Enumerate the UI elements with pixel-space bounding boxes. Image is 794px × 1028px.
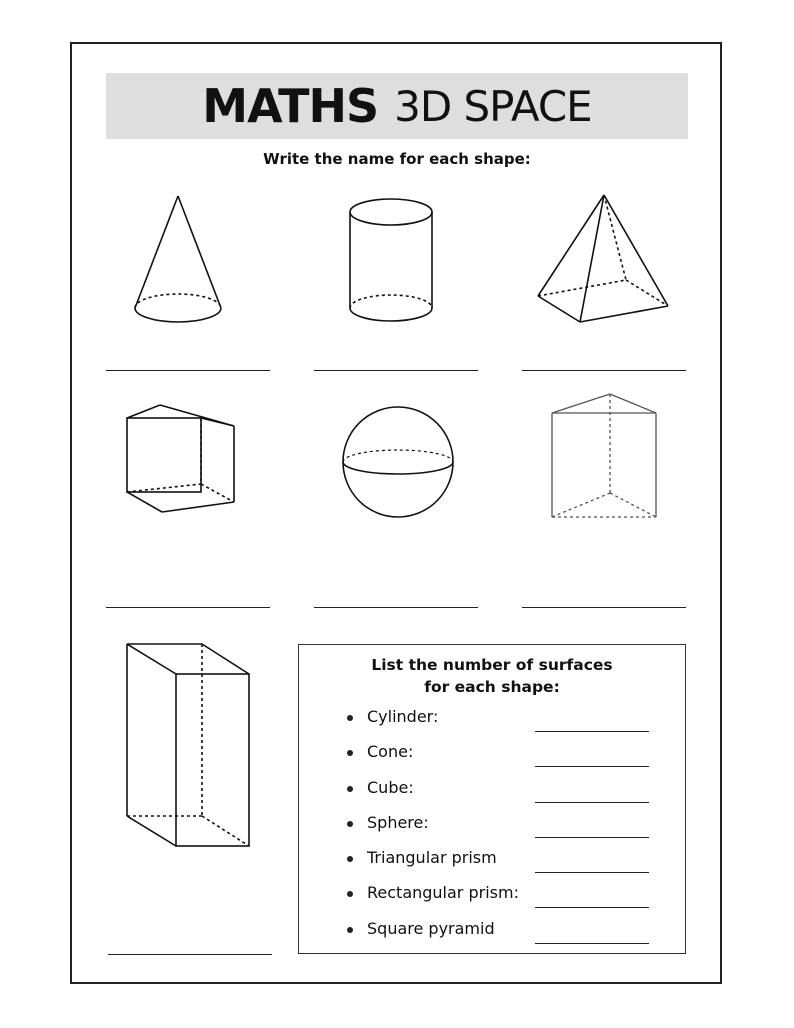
name-instruction: Write the name for each shape: — [263, 150, 531, 168]
surfaces-title-line1: List the number of surfaces — [371, 656, 613, 674]
title-band — [106, 73, 688, 139]
list-item — [347, 778, 657, 813]
rectangular-prism-shape — [124, 640, 254, 852]
list-item-label: Square pyramid — [367, 918, 495, 938]
sphere-shape — [340, 404, 460, 524]
list-item — [347, 813, 657, 848]
title-light-text: 3D SPACE — [394, 81, 592, 131]
bullet-icon — [347, 927, 353, 933]
list-item — [347, 919, 657, 954]
answer-line-sphere[interactable] — [314, 607, 478, 608]
surfaces-list — [347, 707, 657, 954]
bullet-icon — [347, 786, 353, 792]
answer-blank[interactable] — [535, 907, 649, 908]
answer-blank[interactable] — [535, 837, 649, 838]
list-item — [347, 848, 657, 883]
list-item — [347, 883, 657, 918]
answer-line-cylinder[interactable] — [314, 370, 478, 371]
bullet-icon — [347, 856, 353, 862]
triangular-prism-shape — [548, 392, 660, 522]
answer-line-rectangular-prism[interactable] — [108, 954, 272, 955]
list-item-label: Cone: — [367, 742, 414, 762]
title-bold-text: MATHS — [202, 79, 379, 133]
list-item-label: Triangular prism — [367, 848, 497, 868]
answer-blank[interactable] — [535, 802, 649, 803]
bullet-icon — [347, 750, 353, 756]
answer-blank[interactable] — [535, 943, 649, 944]
bullet-icon — [347, 891, 353, 897]
cube-shape — [124, 402, 240, 518]
list-item-label: Cylinder: — [367, 707, 439, 726]
cylinder-shape — [346, 190, 438, 332]
cone-shape — [128, 190, 228, 330]
list-item-label: Cube: — [367, 777, 414, 797]
surfaces-box — [298, 644, 686, 954]
answer-blank[interactable] — [535, 766, 649, 767]
answer-blank[interactable] — [535, 872, 649, 873]
answer-line-cone[interactable] — [106, 370, 270, 371]
answer-line-pyramid[interactable] — [522, 370, 686, 371]
surfaces-box-title — [299, 654, 685, 698]
square-pyramid-shape — [534, 192, 674, 328]
surfaces-title-line2: for each shape: — [424, 678, 560, 696]
bullet-icon — [347, 715, 353, 721]
list-item — [347, 742, 657, 777]
answer-blank[interactable] — [535, 731, 649, 732]
list-item-label: Rectangular prism: — [367, 883, 519, 903]
bullet-icon — [347, 821, 353, 827]
list-item-label: Sphere: — [367, 812, 429, 832]
list-item — [347, 707, 657, 742]
answer-line-triangular-prism[interactable] — [522, 607, 686, 608]
answer-line-cube[interactable] — [106, 607, 270, 608]
